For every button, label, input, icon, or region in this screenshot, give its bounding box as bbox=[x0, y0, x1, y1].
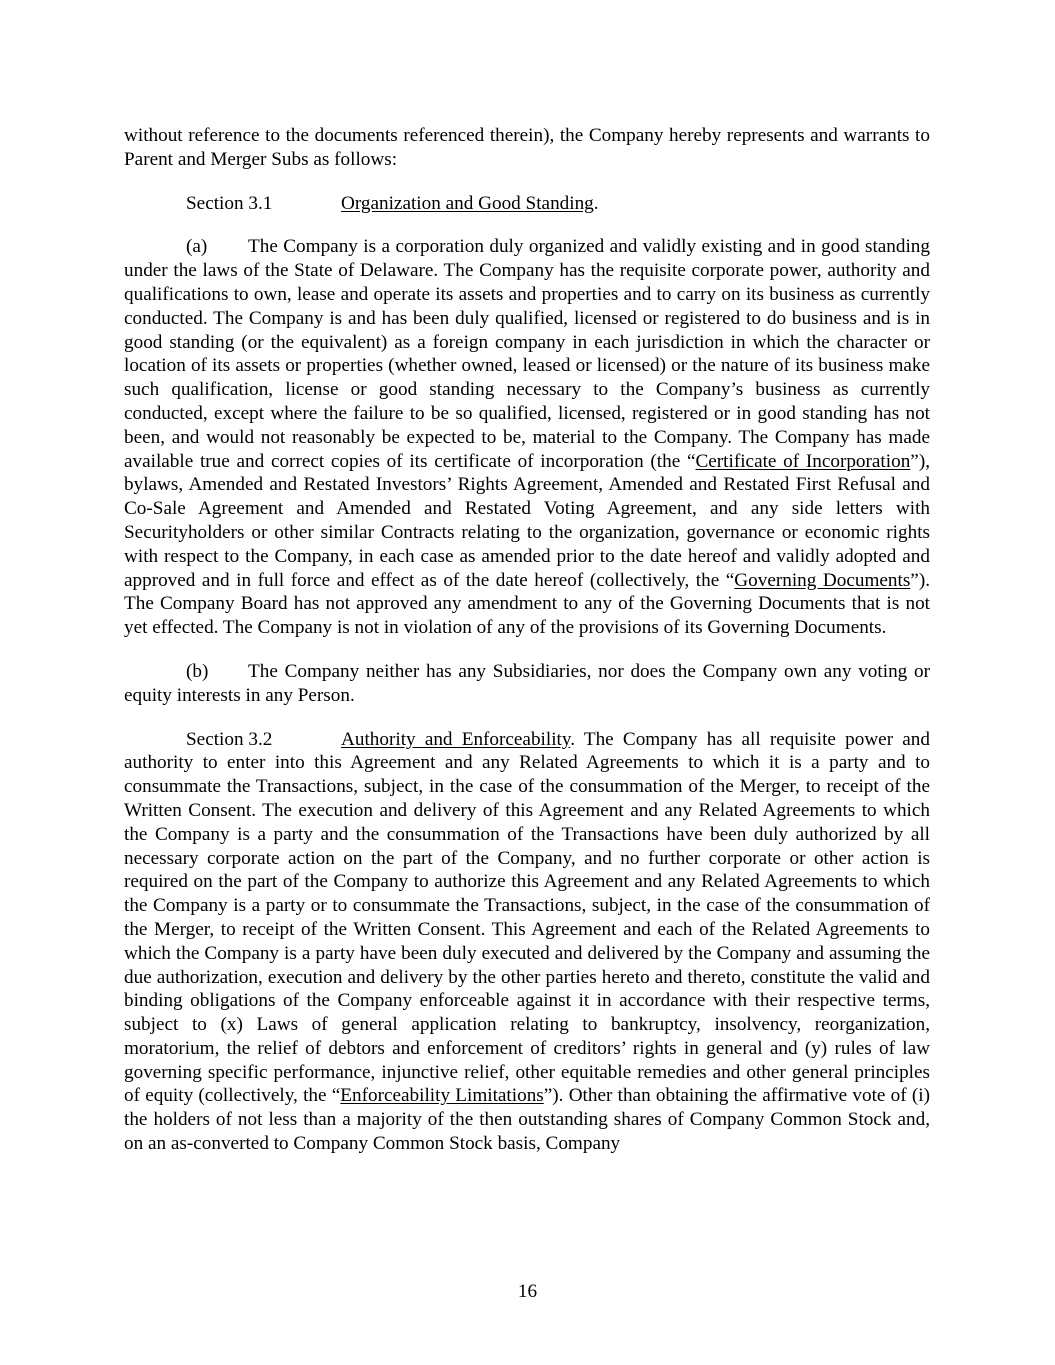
paragraph-a-text-3: ”). The Company Board has not approved any amendment to any of the Governing Documents that is not yet effected. The Company is not in violation of any of the provisions of its Governing Documents. bbox=[124, 569, 930, 639]
paragraph-b bbox=[124, 660, 930, 708]
section-3-2-text-1: . The Company has all requisite power and authority to enter into this Agreement and any Related Agreements to which it is a party and to consummate the Transactions, subject, in the case of the consummation of the Merger, to receipt of the Written Consent. The execution and delivery of this Agreement and any Related Agreements to which the Company is a party and the consummation of the Transactions have been duly authorized by all necessary corporate action on the part of the Company, and no further corporate or other action is required on the part of the Company to authorize this Agreement and any Related Agreements to which the Company is a party or to consummate the Transactions, subject, in the case of the consummation of the Merger, to receipt of the Written Consent. This Agreement and each of the Related Agreements to which the Company is a party have been duly executed and delivered by the Company and assuming the due authorization, execution and delivery by the other parties hereto and thereto, constitute the valid and binding obligations of the Company enforceable against it in accordance with their respective terms, subject to (x) Laws of general application relating to bankruptcy, insolvency, reorganization, moratorium, the relief of debtors and enforcement of creditors’ rights in general and (y) rules of law governing specific performance, injunctive relief, other equitable remedies and other general principles of equity (collectively, the “ bbox=[124, 728, 930, 1107]
intro-paragraph bbox=[124, 124, 930, 172]
section-3-1-title-end: . bbox=[593, 192, 599, 214]
document-page bbox=[124, 124, 930, 1156]
section-3-2-title: Authority and Enforceability bbox=[341, 728, 571, 750]
section-3-1-title: Organization and Good Standing bbox=[341, 192, 594, 214]
defined-term-governing-documents: Governing Documents bbox=[734, 569, 911, 591]
paragraph-a-label: (a) bbox=[186, 236, 208, 258]
paragraph-a-text-2: ”), bylaws, Amended and Restated Investors’ Rights Agreement, Amended and Restated First Refusal and Co-Sale Agreement and Amended and Restated Voting Agreement, and any side letters with Securityholders or other similar Contracts relating to the organization, governance or economic rights with respect to the Company, in each case as amended prior to the date hereof and validly adopted and approved and in full force and effect as of the date hereof (collectively, the “ bbox=[124, 450, 930, 591]
section-3-1-number: Section 3.1 bbox=[186, 192, 273, 214]
section-3-2-paragraph bbox=[124, 728, 930, 1156]
section-3-2-text-2: ”). Other than obtaining the affirmative vote of (i) the holders of not less than a majority of the then outstanding shares of Company Common Stock and, on an as-converted to Company Common Stock basis, Company bbox=[124, 1085, 931, 1155]
section-3-1-heading bbox=[124, 192, 930, 216]
page-number: 16 bbox=[517, 1281, 538, 1302]
defined-term-enforceability-limitations: Enforceability Limitations bbox=[340, 1085, 544, 1107]
paragraph-a-text-1: The Company is a corporation duly organized and validly existing and in good standing under the laws of the State of Delaware. The Company has the requisite corporate power, authority and qualifications to own, lease and operate its assets and properties and to carry on its business as currently conducted. The Company is and has been duly qualified, licensed or registered to do business and is in good standing (or the equivalent) as a foreign company in each jurisdiction in which the character or location of its assets or properties (whether owned, leased or licensed) or the nature of its business make such qualification, license or good standing necessary to the Company’s business as currently conducted, except where the failure to be so qualified, licensed, registered or in good standing has not been, and would not reasonably be expected to be, material to the Company. The Company has made available true and correct copies of its certificate of incorporation (the “ bbox=[124, 236, 930, 472]
paragraph-b-label: (b) bbox=[186, 660, 209, 682]
intro-text: without reference to the documents referenced therein), the Company hereby represents and warrants to Parent and Merger Subs as follows: bbox=[124, 125, 930, 170]
paragraph-a bbox=[124, 235, 930, 640]
section-3-2-number: Section 3.2 bbox=[186, 728, 273, 750]
defined-term-certificate-of-incorporation: Certificate of Incorporation bbox=[695, 450, 911, 472]
paragraph-b-text: The Company neither has any Subsidiaries, nor does the Company own any voting or equity interests in any Person. bbox=[124, 660, 930, 706]
